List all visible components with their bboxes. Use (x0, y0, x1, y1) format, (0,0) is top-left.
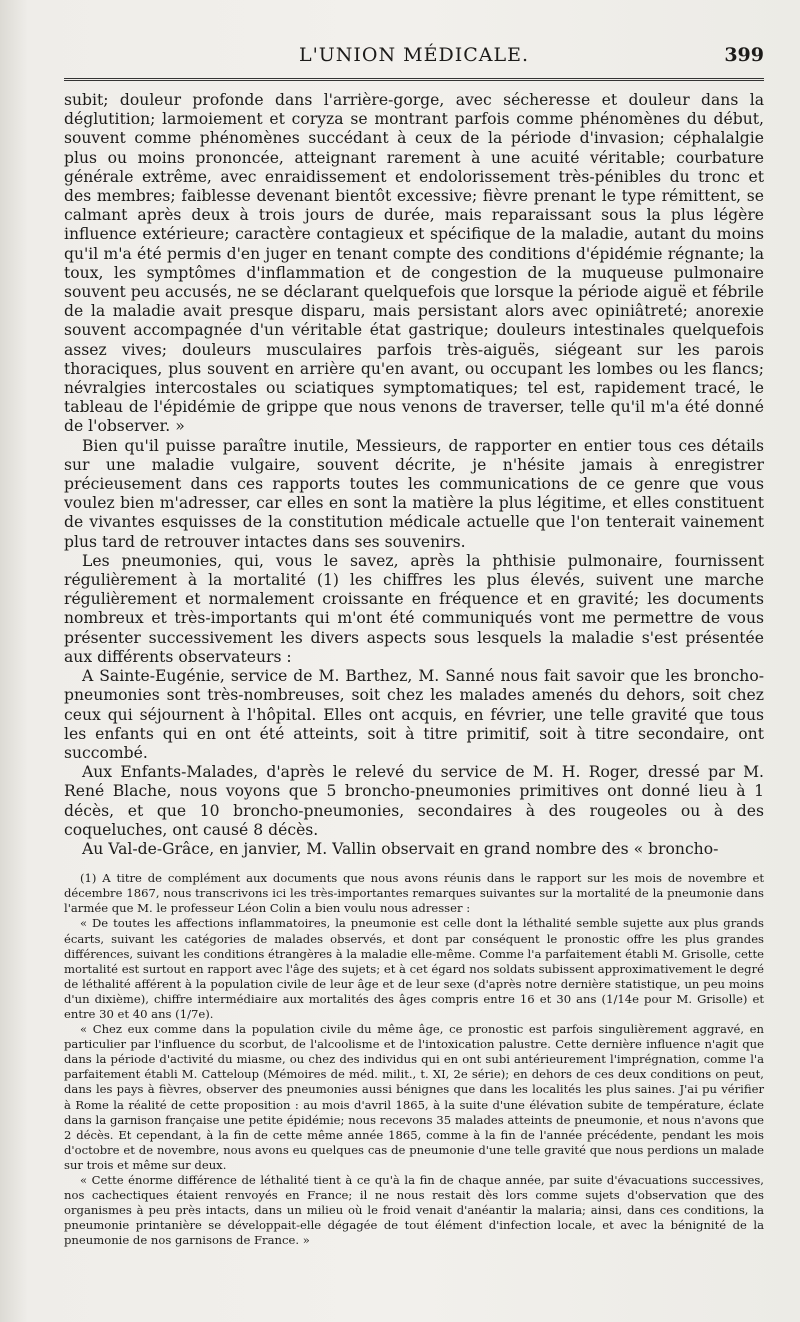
footnote-quote-2: « Chez eux comme dans la population civile du même âge, ce pronostic est parfois singulièrement aggravé, en particulier par l'influence du scorbut, de l'alcoolisme et de l'intoxication palustre. Cette dernière influence n'agit que dans la période d'activité du miasme, ou chez des individus qui en ont subi antérieurement l'imprégnation, comme l'a parfaitement établi M. Catteloup (Mémoires de méd. milit., t. XI, 2e série); en dehors de ces deux conditions on peut, dans les pays à fièvres, observer des pneumonies aussi bénignes que dans les localités les plus saines. J'ai pu vérifier à Rome la réalité de cette proposition : au mois d'avril 1865, à la suite d'une élévation subite de température, éclate dans la garnison française une petite épidémie; nous recevons 35 malades atteints de pneumonie, et nous n'avons que 2 décès. Et cependant, à la fin de cette même année 1865, comme à la fin de l'année précédente, pendant les mois d'octobre et de novembre, nous avons eu quelques cas de pneumonie d'une telle gravité que nous perdions un malade sur trois et même sur deux. (64, 1022, 764, 1172)
paragraph-3: Les pneumonies, qui, vous le savez, après la phthisie pulmonaire, fournissent régulièrement à la mortalité (1) les chiffres les plus élevés, suivent une marche régulièrement et normalement croissante en fréquence et en gravité; les documents nombreux et très-importants qui m'ont été communiqués vont me permettre de vous présenter successivement les divers aspects sous lesquels la maladie s'est présentée aux différents observateurs : (64, 551, 764, 666)
footnotes (64, 871, 764, 1248)
paragraph-2: Bien qu'il puisse paraître inutile, Messieurs, de rapporter en entier tous ces détails sur une maladie vulgaire, souvent décrite, je n'hésite jamais à enregistrer précieusement dans ces rapports toutes les communications de ce genre que vous voulez bien m'adresser, car elles en sont la matière la plus légitime, et elles constituent de vivantes esquisses de la constitution médicale actuelle que l'on tenterait vainement plus tard de retrouver intactes dans ses souvenirs. (64, 436, 764, 551)
paragraph-4: A Sainte-Eugénie, service de M. Barthez, M. Sanné nous fait savoir que les broncho-pneumonies sont très-nombreuses, soit chez les malades amenés du dehors, soit chez ceux qui séjournent à l'hôpital. Elles ont acquis, en février, une telle gravité que tous les enfants qui en ont été atteints, soit à titre primitif, soit à titre secondaire, ont succombé. (64, 667, 764, 762)
running-head: L'UNION MÉDICALE. (298, 44, 530, 66)
paragraph-1: subit; douleur profonde dans l'arrière-gorge, avec sécheresse et douleur dans la déglutition; larmoiement et coryza se montrant parfois comme phénomènes du début, souvent comme phénomènes succédant à ceux de la période d'invasion; céphalalgie plus ou moins prononcée, atteignant rarement à une acuité véritable; courbature générale extrême, avec enraidissement et endolorissement très-pénibles du tronc et des membres; faiblesse devenant bientôt excessive; fièvre prenant le type rémittent, se calmant après deux à trois jours de durée, mais reparaissant sous la plus légère influence extérieure; caractère contagieux et spécifique de la maladie, autant du moins qu'il m'a été permis d'en juger en tenant compte des conditions d'épidémie régnante; la toux, les symptômes d'inflammation et de congestion de la muqueuse pulmonaire souvent peu accusés, ne se déclarant quelquefois que lorsque la période aiguë et fébrile de la maladie avait presque disparu, mais persistant alors avec opiniâtreté; anorexie souvent accompagnée d'un véritable état gastrique; douleurs intestinales quelquefois assez vives; douleurs musculaires parfois très-aiguës, siégeant sur les parois thoraciques, plus souvent en arrière qu'en avant, ou occupant les lombes ou les flancs; névralgies intercostales ou sciatiques symptomatiques; tel est, rapidement tracé, le tableau de l'épidémie de grippe que nous venons de traverser, telle qu'il m'a été donné de l'observer. » (64, 91, 764, 436)
page-number: 399 (724, 44, 764, 66)
body-text (64, 91, 764, 859)
footnote-1: (1) A titre de complément aux documents que nous avons réunis dans le rapport sur les mois de novembre et décembre 1867, nous transcrivons ici les très-importantes remarques suivantes sur la mortalité de la pneumonie dans l'armée que M. le professeur Léon Colin a bien voulu nous adresser : (64, 871, 764, 916)
paragraph-6: Au Val-de-Grâce, en janvier, M. Vallin observait en grand nombre des « broncho- (82, 839, 719, 858)
header-rule (64, 78, 764, 81)
page-header (64, 38, 764, 78)
footnote-quote-3: « Cette énorme différence de léthalité tient à ce qu'à la fin de chaque année, par suite d'évacuations successives, nos cachectiques étaient renvoyés en France; il ne nous restait dès lors comme sujets d'observation que des organismes à peu près intacts, dans un milieu où le froid venait d'anéantir la malaria; ainsi, dans ces conditions, la pneumonie printanière se développait-elle dégagée de tout élément d'infection locale, et avec la bénignité de la pneumonie de nos garnisons de France. » (64, 1173, 764, 1248)
footnote-quote-1: « De toutes les affections inflammatoires, la pneumonie est celle dont la léthalité semble sujette aux plus grands écarts, suivant les catégories de malades observés, et dont par conséquent le pronostic offre les plus grandes différences, suivant les conditions étrangères à la maladie elle-même. Comme l'a parfaitement établi M. Grisolle, cette mortalité est surtout en rapport avec l'âge des sujets; et à cet égard nos soldats subissent approximativement le degré de léthalité afférent à la population civile de leur âge et de leur sexe (d'après notre dernière statistique, un peu moins d'un dixième), chiffre intermédiaire aux mortalités des âges compris entre 16 et 30 ans (1/14e pour M. Grisolle) et entre 30 et 40 ans (1/7e). (64, 916, 764, 1021)
paragraph-5: Aux Enfants-Malades, d'après le relevé du service de M. H. Roger, dressé par M. René Blache, nous voyons que 5 broncho-pneumonies primitives ont donné lieu à 1 décès, et que 10 broncho-pneumonies, secondaires à des rougeoles ou à des coqueluches, ont causé 8 décès. (64, 763, 764, 839)
